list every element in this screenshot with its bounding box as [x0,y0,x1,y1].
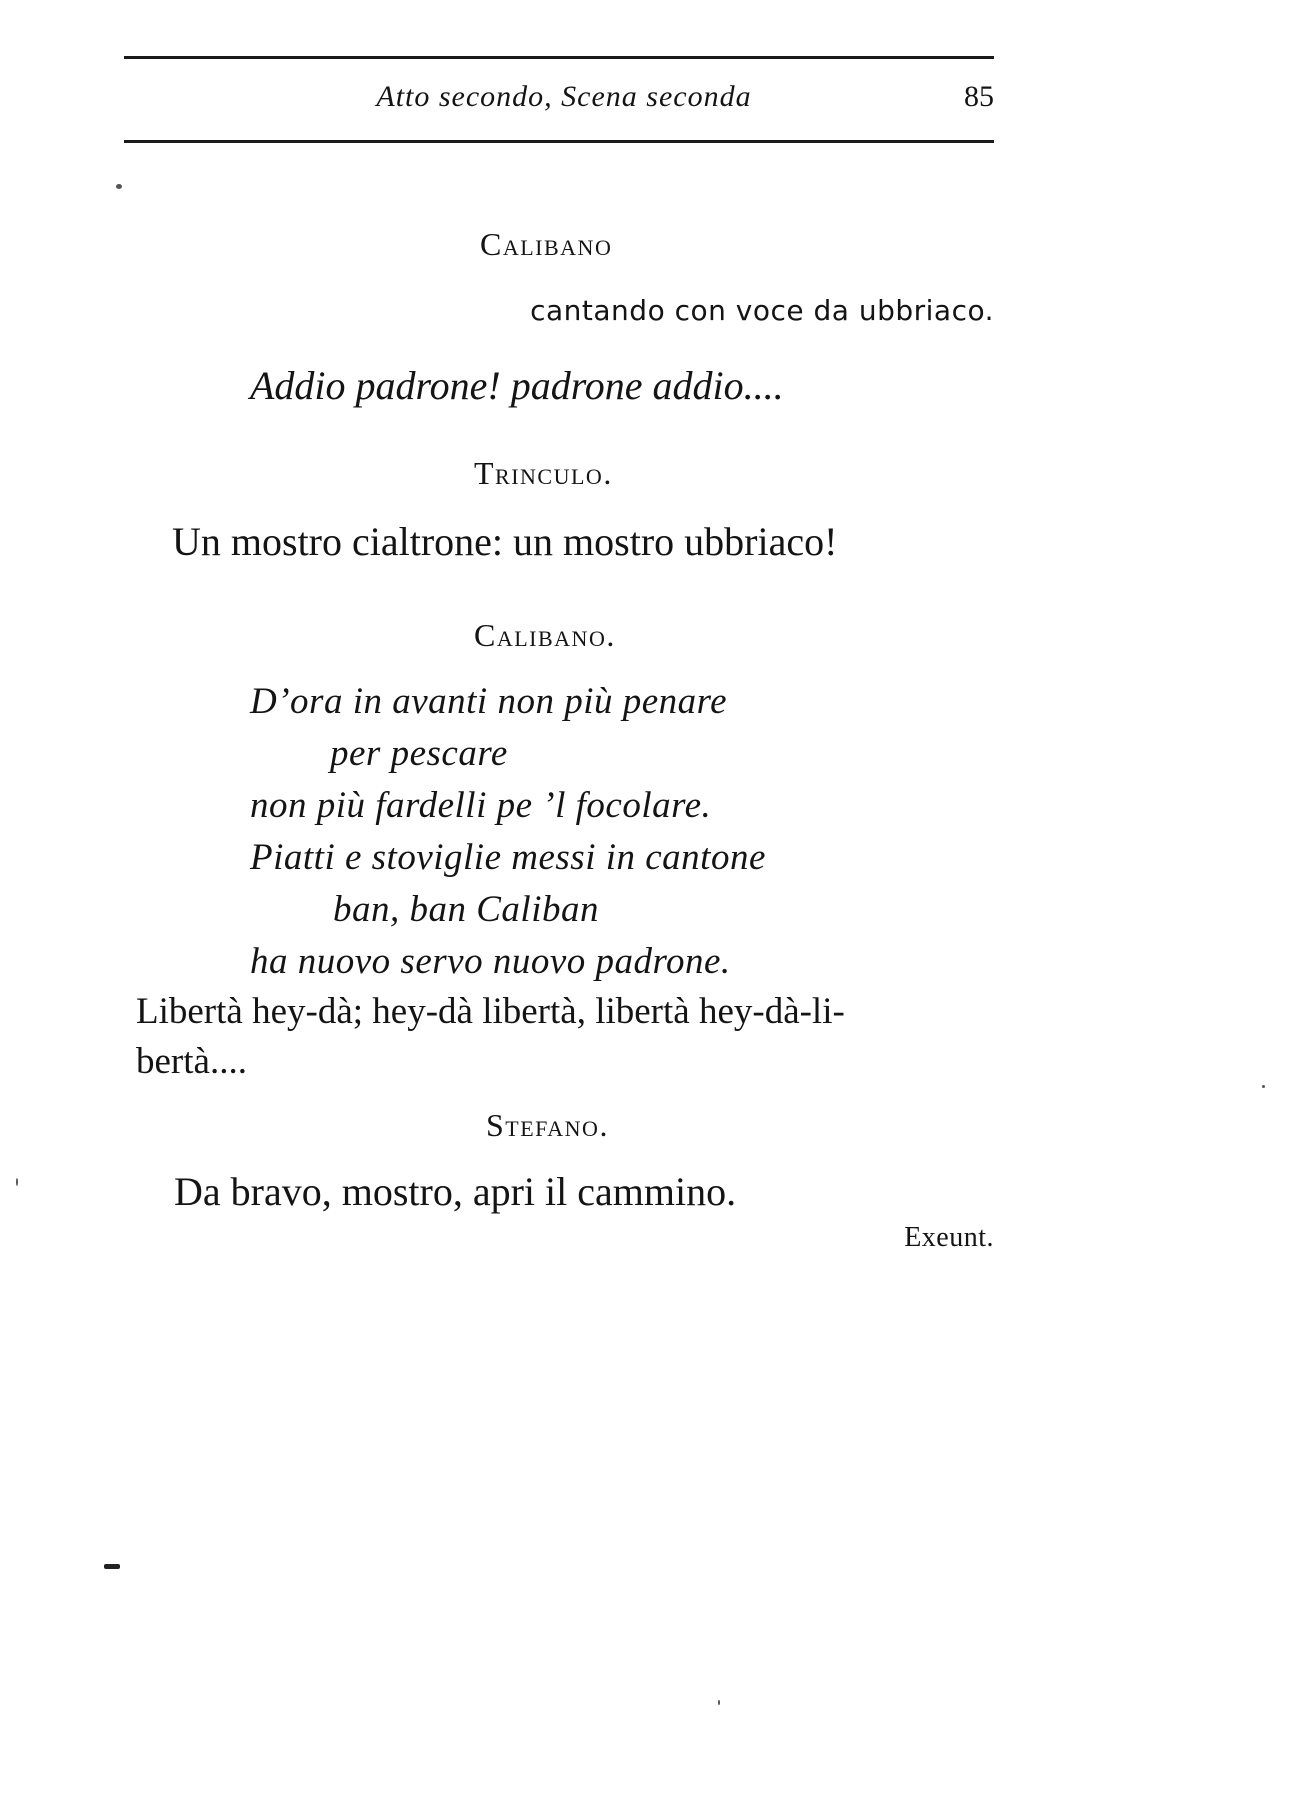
speaker-trinculo: Trinculo. [474,455,613,491]
running-head [124,76,994,120]
header-rule-bottom [124,140,994,143]
stage-direction-singing: cantando con voce da ubbriaco. [530,294,994,327]
speaker-calibano-2: Calibano. [474,617,616,653]
scan-speck [104,1564,120,1569]
scan-speck [1262,1085,1265,1088]
scan-speck [718,1700,720,1705]
verse-line: non più fardelli pe ’l focolare. [250,785,712,826]
prose-line: Libertà hey-dà; hey-dà libertà, libertà hey-dà-li- [136,991,845,1032]
stage-direction-exeunt: Exeunt. [904,1222,994,1253]
verse-line: ha nuovo servo nuovo padrone. [250,941,731,982]
speaker-calibano-1: Calibano [480,226,613,262]
speaker-stefano: Stefano. [486,1107,609,1143]
header-rule-top [124,56,994,59]
verse-line: Piatti e stoviglie messi in cantone [250,837,766,878]
running-title: Atto secondo, Scena seconda [376,80,752,113]
verse-line: ban, ban Caliban [333,889,599,930]
prose-line: Da bravo, mostro, apri il cammino. [174,1169,737,1214]
verse-line: D’ora in avanti non più penare [250,681,728,722]
prose-line: bertà.... [136,1041,247,1082]
prose-line: Un mostro cialtrone: un mostro ubbriaco! [172,519,838,564]
scan-speck [16,1178,18,1186]
scan-speck [116,184,122,189]
verse-line: Addio padrone! padrone addio.... [250,363,784,408]
page-number: 85 [964,80,994,113]
verse-line: per pescare [330,733,508,774]
